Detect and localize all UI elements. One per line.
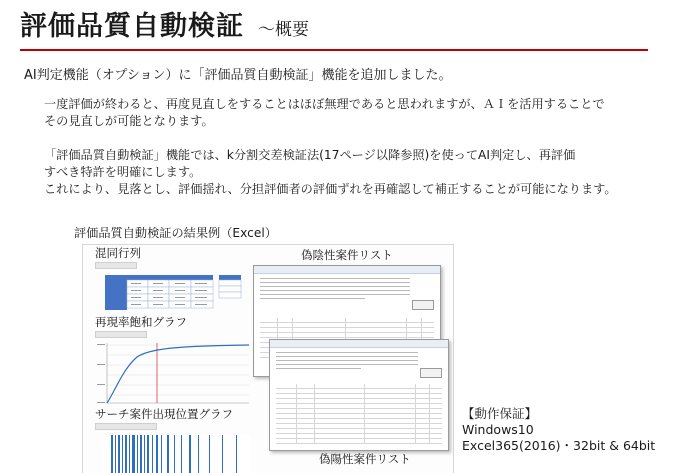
false-positive-table [276, 384, 442, 444]
page-title: 評価品質自動検証 [20, 11, 244, 42]
search-position-label: サーチ案件出現位置グラフ [95, 407, 233, 421]
confusion-matrix-tab [95, 262, 137, 269]
page-header [20, 4, 680, 48]
paragraph-line: その見直しが可能となります。 [44, 114, 214, 128]
intro-text: AI判定機能（オプション）に「評価品質自動検証」機能を追加しました。 [24, 68, 452, 83]
excel-result-figure [82, 244, 454, 473]
recall-saturation-label: 再現率飽和グラフ [95, 315, 187, 329]
confusion-matrix-thumbnail [91, 271, 246, 315]
window-button [412, 300, 434, 310]
title-divider [20, 49, 648, 51]
false-negative-list-label: 偽陰性案件リスト [301, 248, 393, 262]
operation-warranty [462, 406, 655, 454]
window-description [276, 352, 418, 372]
window-titlebar [254, 266, 440, 274]
recall-saturation-thumbnail [93, 339, 253, 409]
window-description [260, 278, 410, 302]
false-positive-list-label: 偽陽性案件リスト [319, 452, 411, 466]
confusion-matrix-label: 混同行列 [95, 246, 141, 260]
paragraph-method [44, 147, 617, 198]
page-subtitle: ～概要 [258, 20, 309, 40]
window-titlebar [270, 340, 448, 348]
figure-caption: 評価品質自動検証の結果例（Excel） [74, 226, 277, 240]
search-position-tab [95, 423, 157, 430]
paragraph-line: すべき特許を明確にします。 [44, 165, 202, 179]
false-positive-list-window [269, 339, 449, 451]
warranty-heading: 【動作保証】 [462, 406, 538, 421]
paragraph-line: 一度評価が終わると、再度見直しをすることはほぼ無理であると思われますが、ＡＩを活用することで [44, 97, 605, 111]
paragraph-line: これにより、見落とし、評価揺れ、分担評価者の評価ずれを再確認して補正することが可能になります。 [44, 182, 617, 196]
paragraph-review [44, 96, 605, 130]
search-position-thumbnail [101, 431, 251, 473]
warranty-os: Windows10 [462, 422, 534, 437]
window-button [420, 368, 442, 378]
paragraph-line: 「評価品質自動検証」機能では、k分割交差検証法(17ページ以降参照)を使ってAI判定し、再評価 [44, 148, 576, 162]
warranty-excel: Excel365(2016)・32bit & 64bit [462, 438, 656, 453]
recall-saturation-tab [95, 331, 147, 338]
